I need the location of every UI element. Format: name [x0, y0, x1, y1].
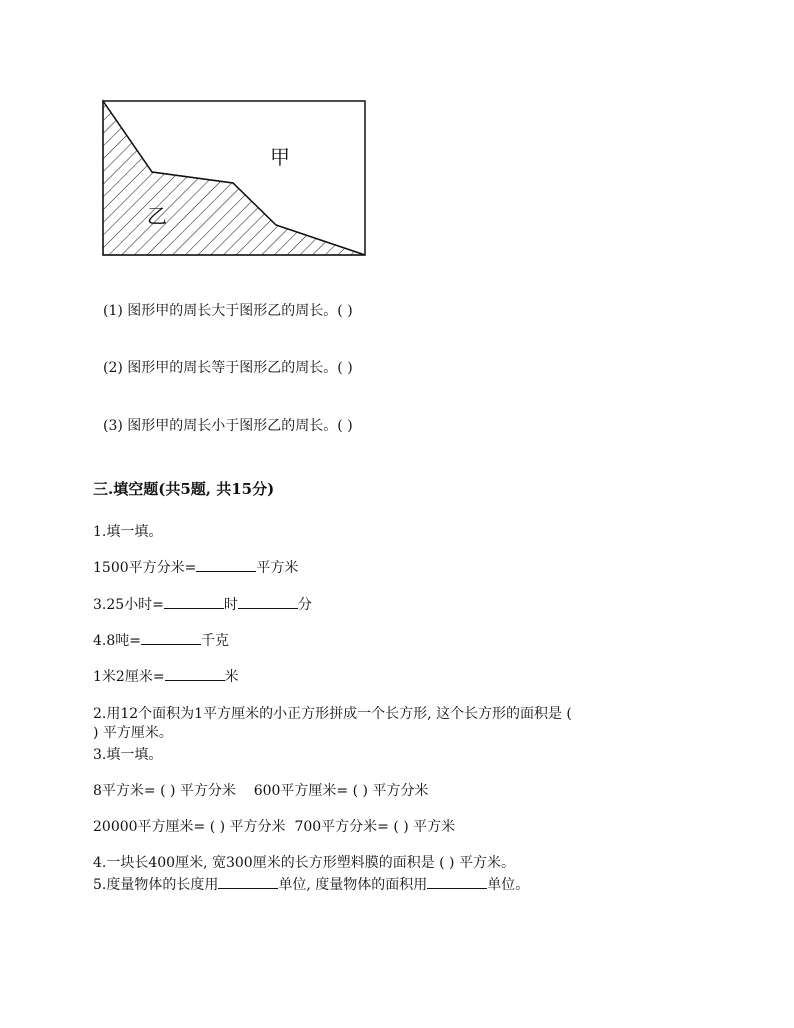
- q1-item-d: [93, 666, 239, 686]
- judgement-1: (1) 图形甲的周长大于图形乙的周长。( ): [103, 303, 353, 319]
- q1-b-prefix: 3.25小时=: [93, 597, 164, 613]
- q1-a-suffix: 平方米: [256, 560, 299, 576]
- answer-blank[interactable]: [164, 594, 224, 609]
- answer-blank[interactable]: [165, 666, 225, 681]
- q1-intro: 1.填一填。: [93, 524, 163, 540]
- q2-line-2: ) 平方厘米。: [93, 725, 173, 741]
- judgement-3: (3) 图形甲的周长小于图形乙的周长。( ): [103, 418, 353, 434]
- q1-c-suffix: 千克: [201, 633, 229, 649]
- q1-d-suffix: 米: [224, 669, 239, 685]
- q1-b-suffix: 分: [297, 597, 312, 613]
- q5-suffix: 单位。: [487, 877, 530, 893]
- q3-row-b: 20000平方厘米= ( ) 平方分米 700平方分米= ( ) 平方米: [93, 819, 456, 835]
- q3-intro: 3.填一填。: [93, 747, 163, 763]
- shape-figure: [100, 98, 368, 258]
- q5-line: [93, 874, 529, 894]
- judgement-2: (2) 图形甲的周长等于图形乙的周长。( ): [103, 360, 353, 376]
- q1-item-c: [93, 630, 229, 650]
- section-title: 三.填空题(共5题, 共15分): [93, 480, 275, 498]
- label-jia: 甲: [270, 145, 290, 169]
- figure-svg: [100, 98, 368, 258]
- answer-blank[interactable]: [141, 630, 201, 645]
- region-yi-hatched: [103, 101, 365, 255]
- q1-item-b: [93, 594, 312, 614]
- q1-item-a: [93, 557, 298, 577]
- answer-blank[interactable]: [238, 594, 298, 609]
- q1-d-prefix: 1米2厘米=: [93, 669, 165, 685]
- q3-row-a: 8平方米= ( ) 平方分米 600平方厘米= ( ) 平方分米: [93, 783, 429, 799]
- q2-line-1: 2.用12个面积为1平方厘米的小正方形拼成一个长方形, 这个长方形的面积是 (: [93, 706, 572, 722]
- q5-middle: 单位, 度量物体的面积用: [278, 877, 428, 893]
- q4-line: 4.一块长400厘米, 宽300厘米的长方形塑料膜的面积是 ( ) 平方米。: [93, 855, 515, 871]
- q1-a-prefix: 1500平方分米=: [93, 560, 197, 576]
- answer-blank[interactable]: [427, 874, 487, 889]
- q1-b-middle: 时: [223, 597, 238, 613]
- label-yi: 乙: [147, 204, 167, 228]
- q5-prefix: 5.度量物体的长度用: [93, 877, 219, 893]
- answer-blank[interactable]: [196, 557, 256, 572]
- answer-blank[interactable]: [218, 874, 278, 889]
- q1-c-prefix: 4.8吨=: [93, 633, 141, 649]
